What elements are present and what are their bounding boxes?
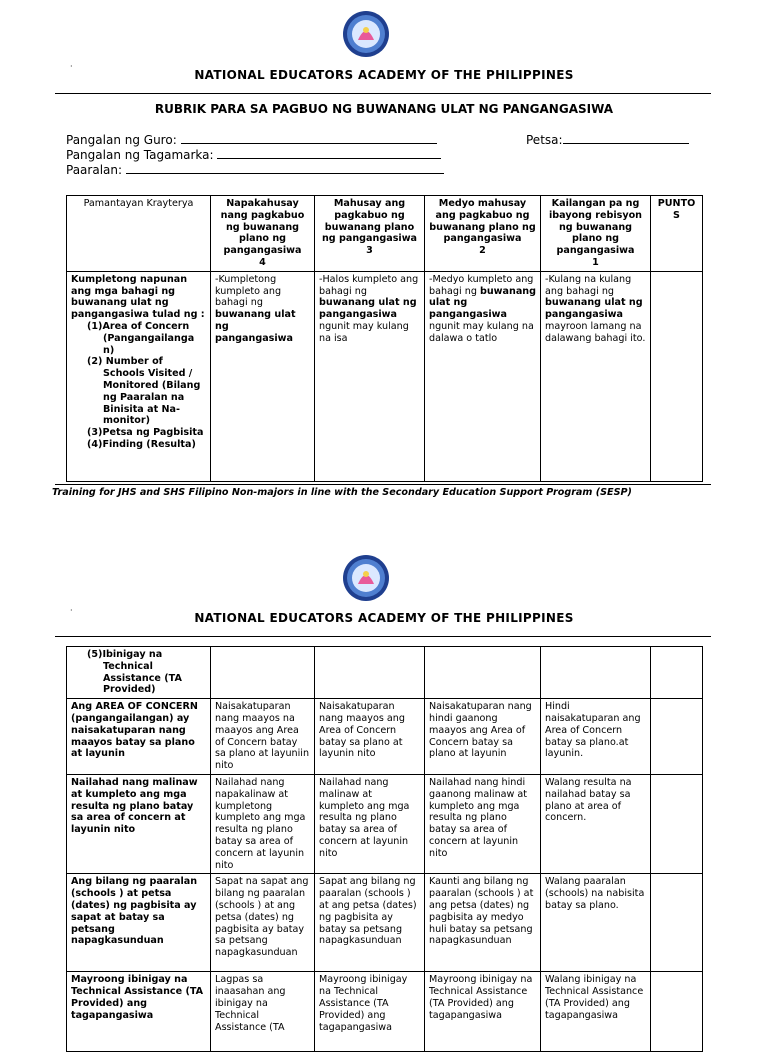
- puntos-cell: [651, 774, 703, 873]
- header-puntos: PUNTO S: [651, 196, 703, 272]
- list-item: (5)Ibinigay na Technical Assistance (TA Provided): [87, 649, 182, 696]
- field-petsa: [526, 133, 689, 147]
- puntos-cell: [651, 699, 703, 775]
- criteria-cell: [67, 271, 211, 481]
- score-3-cell: Naisakatuparan nang maayos ang Area of Concern batay sa plano at layunin nito: [315, 699, 425, 775]
- field-guro: [66, 133, 437, 147]
- field-guro-label: Pangalan ng Guro:: [66, 133, 177, 147]
- header-score-3: Mahusay ang pagkabuo ng buwanang plano ng pangangasiwa 3: [315, 196, 425, 272]
- score-4-cell: Naisakatuparan nang maayos na maayos ang Area of Concern batay sa plano at layuniin nito: [211, 699, 315, 775]
- table-row: [67, 699, 703, 775]
- score-1-cell: Walang paaralan (schools) na nabisita batay sa plano.: [541, 874, 651, 972]
- score-4-cell: Sapat na sapat ang bilang ng paaralan (schools ) at ang petsa (dates) ng pagbisita ay batay sa petsang napagkasunduan: [211, 874, 315, 972]
- org-name: NATIONAL EDUCATORS ACADEMY OF THE PHILIPPINES: [194, 611, 574, 625]
- score-1-cell: Walang resulta na nailahad batay sa plano at area of concern.: [541, 774, 651, 873]
- score-1-cell: [541, 647, 651, 699]
- table-row: [67, 271, 703, 481]
- header-rule: [55, 93, 711, 94]
- score-1-cell: Walang ibinigay na Technical Assistance (TA Provided) ang tagapangasiwa: [541, 972, 651, 1052]
- score-1-cell: -Kulang na kulang ang bahagi ng buwanang ulat ng pangangasiwa mayroon lamang na dalawang bahagi ito.: [541, 271, 651, 481]
- puntos-cell: [651, 647, 703, 699]
- puntos-cell: [651, 271, 703, 481]
- table-row: [67, 972, 703, 1052]
- field-tagamarka: [66, 148, 441, 162]
- field-petsa-label: Petsa:: [526, 133, 563, 147]
- page-2: [0, 540, 768, 1033]
- header-score-4: Napakahusay nang pagkabuo ng buwanang plano ng pangangasiwa 4: [211, 196, 315, 272]
- score-3-cell: Sapat ang bilang ng paaralan (schools ) at ang petsa (dates) ng pagbisita ay batay sa petsang napagkasunduan: [315, 874, 425, 972]
- list-item: (4)Finding (Resulta): [87, 438, 196, 450]
- field-petsa-line: [563, 133, 689, 144]
- page-1: [0, 0, 768, 520]
- criteria-cell: Nailahad nang malinaw at kumpleto ang mga resulta ng plano batay sa area of concern at layunin nito: [67, 774, 211, 873]
- stray-dot: ·: [70, 62, 73, 71]
- score-4-cell: Nailahad nang napakalinaw at kumpletong kumpleto ang mga resulta ng plano batay sa area of concern at layunin nito: [211, 774, 315, 873]
- criteria-intro: Kumpletong napunan ang mga bahagi ng buwanang ulat ng pangangasiwa tulad ng :: [71, 273, 205, 321]
- list-item: (1)Area of Concern (Pangangailanga n): [87, 320, 195, 356]
- header-score-1: Kailangan pa ng ibayong rebisyon ng buwanang plano ng pangangasiwa 1: [541, 196, 651, 272]
- academy-logo-icon: [342, 554, 390, 602]
- field-paaralan-line: [126, 163, 444, 174]
- list-item: (3)Petsa ng Pagbisita: [87, 427, 204, 439]
- criteria-cell: Mayroong ibinigay na Technical Assistance (TA Provided) ang tagapangasiwa: [67, 972, 211, 1052]
- rubric-table-page2: [66, 646, 703, 1052]
- field-paaralan-label: Paaralan:: [66, 163, 123, 177]
- score-1-cell: Hindi naisakatuparan ang Area of Concern batay sa plano.at layunin.: [541, 699, 651, 775]
- field-guro-line: [181, 133, 437, 144]
- field-paaralan: [66, 163, 444, 177]
- table-header-row: [67, 196, 703, 272]
- score-3-cell: Mayroong ibinigay na Technical Assistance (TA Provided) ang tagapangasiwa: [315, 972, 425, 1052]
- list-item: (2) Number of Schools Visited / Monitored (Bilang ng Paaralan na Binisita at Na-monitor): [87, 356, 201, 427]
- academy-logo-icon: [342, 10, 390, 58]
- score-4-cell: -Kumpletong kumpleto ang bahagi ng buwanang ulat ng pangangasiwa: [211, 271, 315, 481]
- rubric-title: RUBRIK PARA SA PAGBUO NG BUWANANG ULAT NG PANGANGASIWA: [154, 102, 614, 116]
- table-row: [67, 647, 703, 699]
- table-row: [67, 774, 703, 873]
- score-2-cell: Nailahad nang hindi gaanong malinaw at kumpleto ang mga resulta ng plano batay sa area of concern at layunin nito: [425, 774, 541, 873]
- score-2-cell: Naisakatuparan nang hindi gaanong maayos ang Area of Concern batay sa plano at layunin: [425, 699, 541, 775]
- field-tagamarka-line: [217, 148, 441, 159]
- puntos-cell: [651, 972, 703, 1052]
- header-score-2: Medyo mahusay ang pagkabuo ng buwanang plano ng pangangasiwa 2: [425, 196, 541, 272]
- criteria-cell: [67, 647, 211, 699]
- criteria-cell: Ang bilang ng paaralan (schools ) at petsa (dates) ng pagbisita ay sapat at batay sa petsang napagkasunduan: [67, 874, 211, 972]
- score-2-cell: -Medyo kumpleto ang bahagi ng buwanang ulat ng pangangasiwa ngunit may kulang na dalawa o tatlo: [425, 271, 541, 481]
- header-rule: [55, 636, 711, 637]
- score-2-cell: Mayroong ibinigay na Technical Assistance (TA Provided) ang tagapangasiwa: [425, 972, 541, 1052]
- criteria-list: [71, 321, 206, 451]
- score-4-cell: [211, 647, 315, 699]
- footer-note: Training for JHS and SHS Filipino Non-majors in line with the Secondary Education Support Program (SESP): [52, 487, 632, 498]
- score-3-cell: -Halos kumpleto ang bahagi ng buwanang ulat ng pangangasiwa ngunit may kulang na isa: [315, 271, 425, 481]
- table-row: [67, 874, 703, 972]
- puntos-cell: [651, 874, 703, 972]
- criteria-cell: Ang AREA OF CONCERN (pangangailangan) ay naisakatuparan nang maayos batay sa plano at layunin: [67, 699, 211, 775]
- score-3-cell: [315, 647, 425, 699]
- stray-dot: ·: [70, 606, 73, 615]
- header-criteria: Pamantayan Krayterya: [67, 196, 211, 272]
- org-name: NATIONAL EDUCATORS ACADEMY OF THE PHILIPPINES: [194, 68, 574, 82]
- score-3-cell: Nailahad nang malinaw at kumpleto ang mga resulta ng plano batay sa area of concern at layunin nito: [315, 774, 425, 873]
- field-tagamarka-label: Pangalan ng Tagamarka:: [66, 148, 214, 162]
- footer-rule: [55, 484, 711, 485]
- score-4-cell: Lagpas sa inaasahan ang ibinigay na Technical Assistance (TA: [211, 972, 315, 1052]
- score-2-cell: Kaunti ang bilang ng paaralan (schools ) at ang petsa (dates) ng pagbisita ay medyo huli batay sa petsang napagkasunduan: [425, 874, 541, 972]
- score-2-cell: [425, 647, 541, 699]
- rubric-table-page1: [66, 195, 703, 482]
